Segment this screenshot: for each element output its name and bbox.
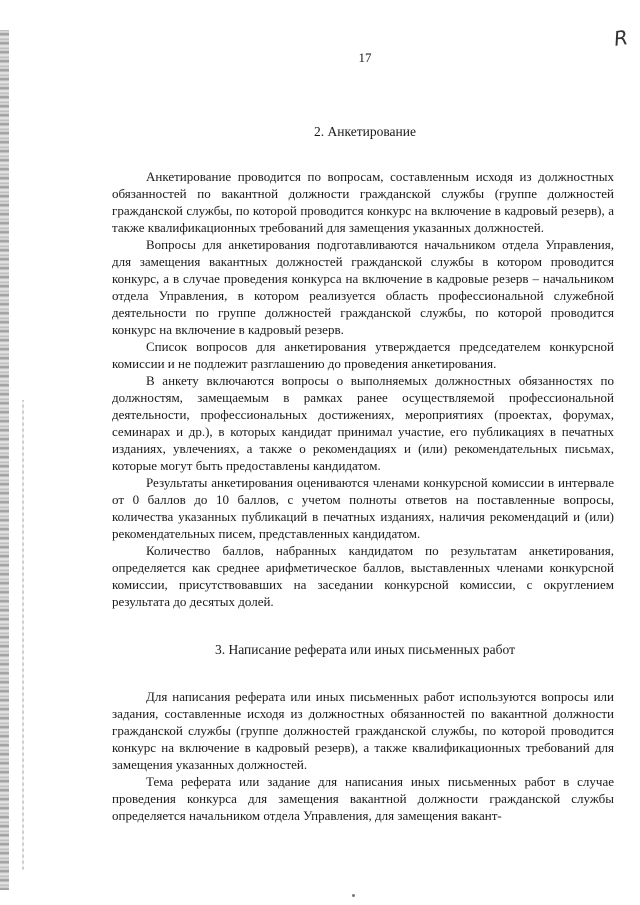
section-2-paragraph: В анкету включаются вопросы о выполняемых должностных обязанностях по должностям, замещаемым в рамках ранее осуществляемой профессиональной деятельности, профессиональных достижениях, мероприятиях (проектах, форумах, семинарах и др.), в которых кандидат принимал участие, его публикациях в печатных изданиях, увлечениях, а также о рекомендациях и (или) рекомендательных письмах, которые могут быть предоставлены кандидатом.: [112, 373, 614, 473]
section-2-paragraph: Вопросы для анкетирования подготавливаются начальником отдела Управления, для замещения вакантных должностей гражданской службы в котором проводится конкурс, а в случае проведения конкурса на включение в кадровые резерв – начальником отдела Управления, в котором реализуется область профессиональной служебной деятельности по группе должностей гражданской службы, по которой проводится конкурс на включение в кадровый резерв.: [112, 237, 614, 337]
handwritten-margin-mark: R: [612, 25, 630, 51]
scan-speck: [352, 894, 355, 897]
section-2-heading: 2. Анкетирование: [314, 124, 416, 139]
section-2-paragraph: Список вопросов для анкетирования утверждается председателем конкурсной комиссии и не подлежит разглашению до проведения анкетирования.: [112, 339, 614, 371]
section-3-paragraph: Для написания реферата или иных письменных работ используются вопросы или задания, составленные исходя из должностных обязанностей по вакантной должности гражданской службы (группе должностей гражданской службы, по которой проводится конкурс на включение в кадровый резерв), а также квалификационных требований для замещения указанных должностей.: [112, 689, 614, 772]
section-3-body: [112, 688, 614, 824]
section-2-paragraph: Анкетирование проводится по вопросам, составленным исходя из должностных обязанностей по вакантной должности гражданской службы (группе должностей гражданской службы, по которой проводится конкурс на включение в кадровый резерв), а также квалификационных требований для замещения указанных должностей.: [112, 169, 614, 235]
section-2-body: [112, 168, 614, 610]
scan-artifact-line: [22, 400, 24, 870]
page-number: 17: [358, 50, 372, 65]
section-3-paragraph: Тема реферата или задание для написания иных письменных работ в случае проведения конкурса для замещения вакантной должности гражданской службы определяется начальником отдела Управления, для замещения вакант-: [112, 774, 614, 823]
section-2-paragraph: Количество баллов, набранных кандидатом по результатам анкетирования, определяется как среднее арифметическое баллов, выставленных членами конкурсной комиссии, присутствовавших на заседании конкурсной комиссии, с округлением результата до десятых долей.: [112, 543, 614, 609]
section-3-heading: 3. Написание реферата или иных письменных работ: [214, 642, 515, 657]
section-2-paragraph: Результаты анкетирования оцениваются членами конкурсной комиссии в интервале от 0 баллов до 10 баллов, с учетом полноты ответов на поставленные вопросы, количества указанных публикаций в печатных изданиях, наличия рекомендаций и (или) рекомендательных писем, представленных кандидатом.: [112, 475, 614, 541]
scan-left-edge: [0, 30, 9, 890]
